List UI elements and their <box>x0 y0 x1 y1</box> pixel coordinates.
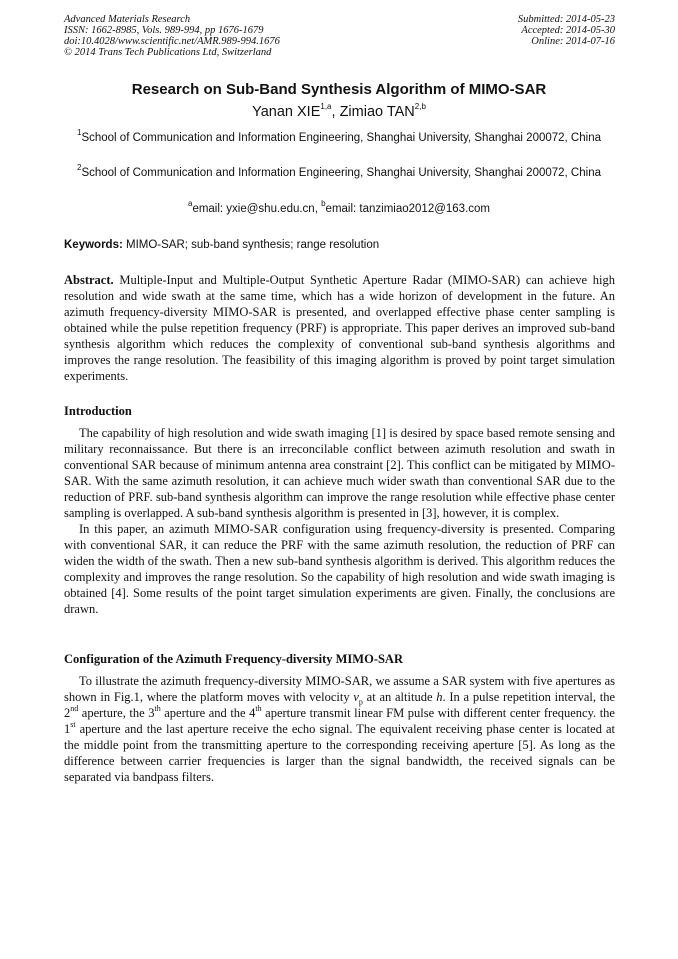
affiliation-mark: 2 <box>77 163 82 173</box>
online-date: Online: 2014-07-16 <box>531 36 615 47</box>
text-run: aperture and the 4 <box>160 706 256 720</box>
velocity-symbol: v <box>353 690 359 704</box>
text-run: aperture, the 3 <box>78 706 155 720</box>
author-separator: , <box>331 104 340 120</box>
ordinal-suffix: th <box>154 703 161 713</box>
text-run: To illustrate the azimuth frequency-diversity MIMO-SAR, we assume a SAR system with five apertures as shown in Fig.1, where the platform moves with velocity <box>64 674 615 704</box>
section-introduction <box>64 425 615 617</box>
text-run: at an altitude <box>362 690 437 704</box>
altitude-symbol: h <box>436 690 443 704</box>
text-run: . In a pulse repetition interval, the 2 <box>64 690 615 720</box>
section-heading-configuration: Configuration of the Azimuth Frequency-diversity MIMO-SAR <box>64 652 403 666</box>
abstract <box>64 272 615 384</box>
issn-line: ISSN: 1662-8985, Vols. 989-994, pp 1676-1679 <box>64 25 264 36</box>
affiliation-mark: 1 <box>77 128 82 138</box>
affiliation-text: School of Communication and Information Engineering, Shanghai University, Shanghai 200072, China <box>81 167 601 179</box>
text-run: aperture and the last aperture receive the echo signal. The equivalent receiving phase center is located at the middle point from the transmitting aperture to the corresponding receiving aperture [5]. As long as the difference between carrier frequencies is larger than the signal bandwidth, the received signals can be separated via bandpass filters. <box>64 722 615 784</box>
author-name: Yanan XIE <box>252 104 321 120</box>
ordinal-suffix: nd <box>70 703 79 713</box>
journal-name: Advanced Materials Research <box>64 14 191 25</box>
author-list <box>0 102 678 122</box>
affiliation-text: School of Communication and Information Engineering, Shanghai University, Shanghai 200072, China <box>81 132 601 144</box>
ordinal-suffix: th <box>255 703 262 713</box>
paragraph <box>64 673 615 785</box>
submitted-date: Submitted: 2014-05-23 <box>517 14 615 25</box>
affiliation <box>64 165 614 182</box>
email-text: email: tanzimiao2012@163.com <box>325 203 491 215</box>
paragraph: In this paper, an azimuth MIMO-SAR configuration using frequency-diversity is presented. Comparing with conventional SAR, it can reduce the PRF with the same azimuth resolution, the reduction of PRF can widen the width of the swath. Then a new sub-band synthesis algorithm is derived. This algorithm reduces the complexity and improves the range resolution. So the capability of high resolution and wide swath imaging is obtained [4]. Some results of the point target simulation experiments are given. Finally, the conclusions are drawn. <box>64 522 615 616</box>
author-emails <box>0 201 678 217</box>
journal-info <box>64 14 280 58</box>
submission-dates <box>518 14 615 47</box>
copyright-line: © 2014 Trans Tech Publications Ltd, Switzerland <box>64 47 272 58</box>
section-heading-introduction: Introduction <box>64 404 132 418</box>
author-affiliation-mark: 2,b <box>414 102 426 112</box>
email-text: email: yxie@shu.edu.cn, <box>192 203 322 215</box>
ordinal-suffix: st <box>70 719 76 729</box>
section-configuration <box>64 673 615 785</box>
velocity-subscript: p <box>358 697 363 707</box>
email-mark: b <box>321 199 326 209</box>
paper-title: Research on Sub-Band Synthesis Algorithm of MIMO-SAR <box>131 81 547 98</box>
keywords <box>64 237 616 253</box>
author-affiliation-mark: 1,a <box>320 102 332 112</box>
paragraph: The capability of high resolution and wide swath imaging [1] is desired by space based remote sensing and military reconnaissance. But there is an irreconcilable conflict between azimuth resolution and swath in conventional SAR because of minimum antenna area constraint [2]. This conflict can be mitigated by MIMO-SAR. With the same azimuth resolution, it can achieve much wider swath than conventional SAR due to the reduction of PRF. sub-band synthesis algorithm can improve the range resolution while effective phase center sampling is overlapped. A sub-band synthesis algorithm is presented in [3], however, it is complex. <box>64 426 615 520</box>
email-mark: a <box>187 199 193 209</box>
author-name: Zimiao TAN <box>339 104 415 120</box>
abstract-label: Abstract. <box>64 273 114 287</box>
abstract-text: Multiple-Input and Multiple-Output Synthetic Aperture Radar (MIMO-SAR) can achieve high resolution and wide swath at the same time, which has a wide horizon of development in the future. An azimuth frequency-diversity MIMO-SAR is presented, and overlapped effective phase center sampling is obtained while the pulse repetition frequency (PRF) is appropriate. This paper derives an improved sub-band synthesis algorithm which reduces the complexity of conventional sub-band synthesis algorithms and improves the range resolution. The feasibility of this imaging algorithm is proved by point target simulation experiments. <box>64 273 615 383</box>
keywords-label: Keywords: <box>64 239 123 251</box>
affiliation <box>64 130 614 147</box>
accepted-date: Accepted: 2014-05-30 <box>521 25 615 36</box>
text-run: aperture transmit linear FM pulse with different center frequency. the 1 <box>64 706 615 736</box>
doi-line: doi:10.4028/www.scientific.net/AMR.989-994.1676 <box>64 36 280 47</box>
keywords-text: MIMO-SAR; sub-band synthesis; range resolution <box>122 239 380 251</box>
